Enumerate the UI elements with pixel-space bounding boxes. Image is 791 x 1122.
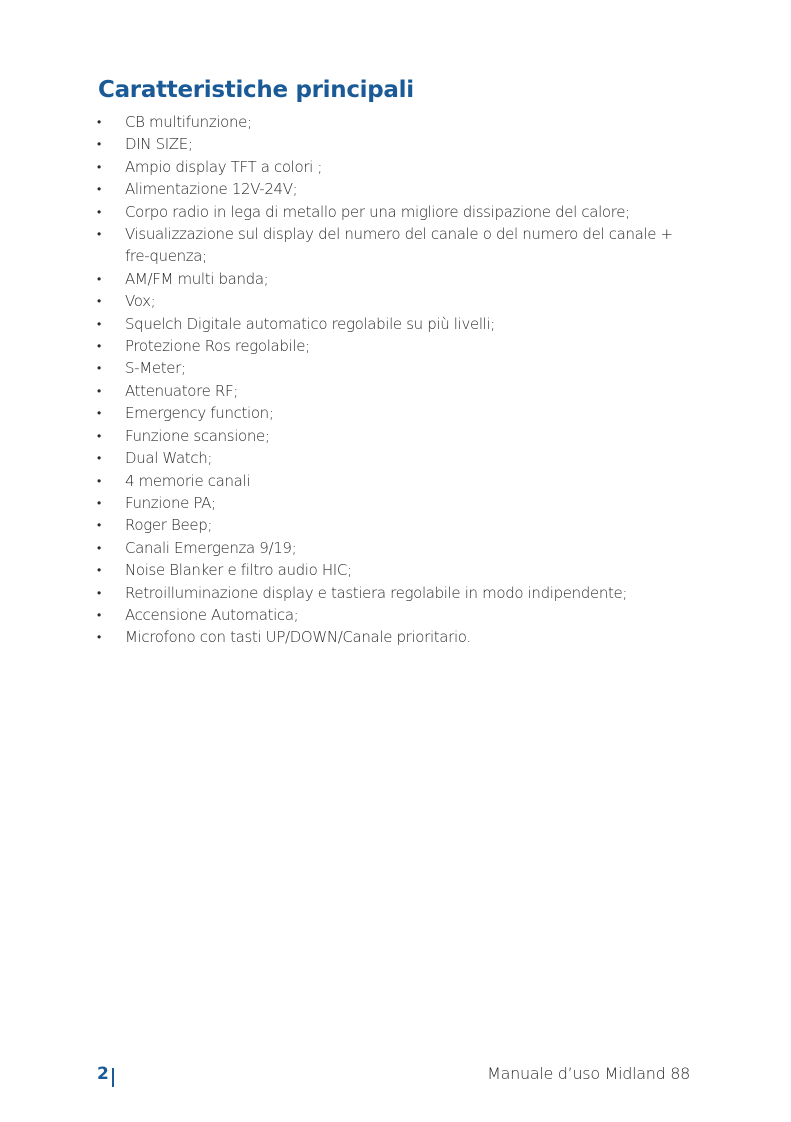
bullet-icon: • — [97, 227, 101, 242]
bullet-icon: • — [97, 294, 101, 309]
list-item — [97, 290, 697, 312]
list-item-text: Funzione PA; — [125, 493, 216, 512]
list-item-text: Protezione Ros regolabile; — [125, 337, 310, 356]
list-item-text: Roger Beep; — [125, 516, 213, 535]
bullet-icon: • — [97, 563, 101, 578]
list-item — [97, 470, 697, 492]
list-item — [97, 223, 697, 268]
bullet-icon: • — [97, 182, 101, 197]
list-item — [97, 447, 697, 469]
bullet-icon: • — [97, 585, 101, 600]
list-item-text: Squelch Digitale automatico regolabile su più livelli; — [125, 314, 496, 333]
bullet-icon: • — [97, 540, 101, 555]
bullet-icon: • — [97, 159, 101, 174]
bullet-icon: • — [97, 473, 101, 488]
list-item-text: Emergency function; — [125, 404, 274, 423]
bullet-icon: • — [97, 316, 101, 331]
list-item — [97, 492, 697, 514]
footer-divider — [112, 1068, 114, 1087]
bullet-icon: • — [97, 339, 101, 354]
list-item — [97, 582, 697, 604]
list-item-text: CB multifunzione; — [125, 113, 252, 131]
bullet-icon: • — [97, 630, 101, 645]
bullet-icon: • — [97, 406, 101, 421]
bullet-icon: • — [97, 115, 101, 129]
bullet-icon: • — [97, 137, 101, 152]
list-item — [97, 626, 697, 648]
list-item — [97, 402, 697, 424]
bullet-icon: • — [97, 271, 101, 286]
bullet-icon: • — [97, 451, 101, 466]
list-item-text: Microfono con tasti UP/DOWN/Canale prioritario. — [125, 628, 471, 647]
list-item — [97, 514, 697, 536]
list-item-text: DIN SIZE; — [125, 135, 193, 154]
bullet-icon: • — [97, 518, 101, 533]
list-item-text: Funzione scansione; — [125, 426, 270, 445]
bullet-icon: • — [97, 607, 101, 622]
list-item-text: Dual Watch; — [125, 449, 213, 468]
list-item — [97, 380, 697, 402]
list-item — [97, 111, 697, 133]
manual-title: Manuale d’uso Midland 88 — [487, 1064, 690, 1083]
list-item — [97, 425, 697, 447]
list-item-text: Canali Emergenza 9/19; — [125, 538, 297, 557]
list-item-text: Alimentazione 12V-24V; — [125, 180, 298, 199]
list-item-text: Retroilluminazione display e tastiera regolabile in modo indipendente; — [125, 583, 628, 602]
list-item-text: 4 memorie canali — [125, 471, 251, 490]
page-number: 2 — [97, 1064, 109, 1084]
list-item-text: S-Meter; — [125, 359, 186, 378]
list-item — [97, 178, 697, 200]
list-item-text: Vox; — [125, 292, 156, 311]
feature-list — [97, 111, 697, 649]
list-item — [97, 559, 697, 581]
list-item — [97, 133, 697, 155]
page-title: Caratteristiche principali — [98, 77, 414, 103]
list-item-text: Visualizzazione sul display del numero del canale o del numero del canale + fre-quenza; — [125, 225, 673, 266]
list-item — [97, 313, 697, 335]
bullet-icon: • — [97, 428, 101, 443]
page-footer — [97, 1064, 690, 1090]
list-item — [97, 156, 697, 178]
bullet-icon: • — [97, 383, 101, 398]
list-item — [97, 604, 697, 626]
list-item — [97, 201, 697, 223]
list-item — [97, 357, 697, 379]
list-item-text: Corpo radio in lega di metallo per una migliore dissipazione del calore; — [125, 202, 630, 221]
bullet-icon: • — [97, 204, 101, 219]
list-item — [97, 537, 697, 559]
bullet-icon: • — [97, 495, 101, 510]
list-item-text: Attenuatore RF; — [125, 381, 238, 400]
list-item-text: AM/FM multi banda; — [125, 269, 269, 288]
list-item-text: Noise Blanker e filtro audio HIC; — [125, 561, 352, 580]
list-item — [97, 335, 697, 357]
list-item — [97, 268, 697, 290]
bullet-icon: • — [97, 361, 101, 376]
list-item-text: Ampio display TFT a colori ; — [125, 157, 323, 176]
list-item-text: Accensione Automatica; — [125, 605, 299, 624]
